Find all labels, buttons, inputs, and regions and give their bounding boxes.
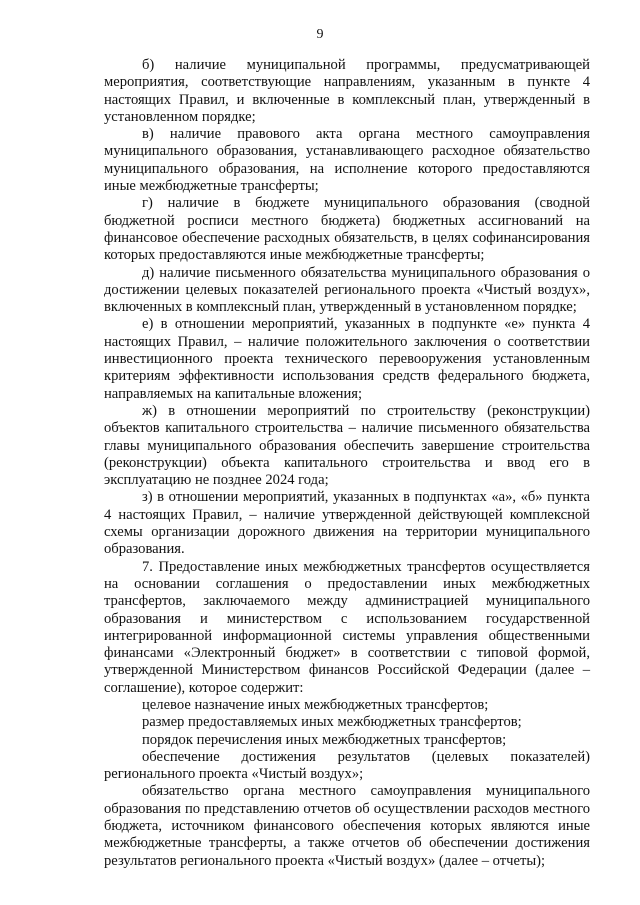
paragraph-g: г) наличие в бюджете муниципального образования (сводной бюджетной росписи местного бюджета) бюджетных ассигнований на финансовое обеспечение расходных обязательств, в целях софинансирования которых предоставляются иные межбюджетные трансферты; xyxy=(104,195,590,264)
agreement-item-transfer-order: порядок перечисления иных межбюджетных трансфертов; xyxy=(142,731,507,748)
paragraph-z: з) в отношении мероприятий, указанных в подпунктах «а», «б» пункта 4 настоящих Правил, – наличие утвержденной действующей комплексной схемы организации дорожного движения на территории муниципального образования. xyxy=(104,489,590,558)
paragraph-d: д) наличие письменного обязательства муниципального образования о достижении целевых показателей регионального проекта «Чистый воздух», включенных в комплексный план, утвержденный в установленном порядке; xyxy=(104,264,590,316)
agreement-item-amount: размер предоставляемых иных межбюджетных трансфертов; xyxy=(142,714,522,731)
page-number: 9 xyxy=(316,27,324,42)
agreement-item-reporting: обязательство органа местного самоуправления муниципального образования по представлению отчетов об осуществлении расходов местного бюджета, источником финансового обеспечения которых являются иные межбюджетные трансферты, а также отчетов об обеспечении достижения результатов регионального проекта «Чистый воздух» (далее – отчеты); xyxy=(104,783,590,869)
agreement-item-results: обеспечение достижения результатов (целевых показателей) регионального проекта «Чистый воздух»; xyxy=(104,748,590,783)
agreement-item-purpose: целевое назначение иных межбюджетных трансфертов; xyxy=(142,696,489,713)
paragraph-7: 7. Предоставление иных межбюджетных трансфертов осуществляется на основании соглашения о предоставлении иных межбюджетных трансфертов, заключаемого между администрацией муниципального образования и министерством с использованием государственной интегрированной информационной системы управления общественными финансами «Электронный бюджет» в соответствии с типовой формой, утвержденной Министерством финансов Российской Федерации (далее – соглашение), которое содержит: xyxy=(104,558,590,696)
paragraph-b: б) наличие муниципальной программы, предусматривающей мероприятия, соответствующие направлениям, указанным в пункте 4 настоящих Правил, и включенные в комплексный план, утвержденный в установленном порядке; xyxy=(104,57,590,125)
document-body xyxy=(104,57,590,870)
paragraph-zh: ж) в отношении мероприятий по строительству (реконструкции) объектов капитального строительства – наличие письменного обязательства главы муниципального образования обеспечить завершение строительства (реконструкции) объекта капитального строительства и ввод его в эксплуатацию не позднее 2024 года; xyxy=(104,402,590,489)
paragraph-e: е) в отношении мероприятий, указанных в подпункте «е» пункта 4 настоящих Правил, – наличие положительного заключения о соответствии инвестиционного проекта технического перевооружения установленным критериям эффективности использования средств федерального бюджета, направляемых на капитальные вложения; xyxy=(104,316,590,402)
paragraph-v: в) наличие правового акта органа местного самоуправления муниципального образования, устанавливающего расходное обязательство муниципального образования, на исполнение которого предоставляются иные межбюджетные трансферты; xyxy=(104,126,590,195)
